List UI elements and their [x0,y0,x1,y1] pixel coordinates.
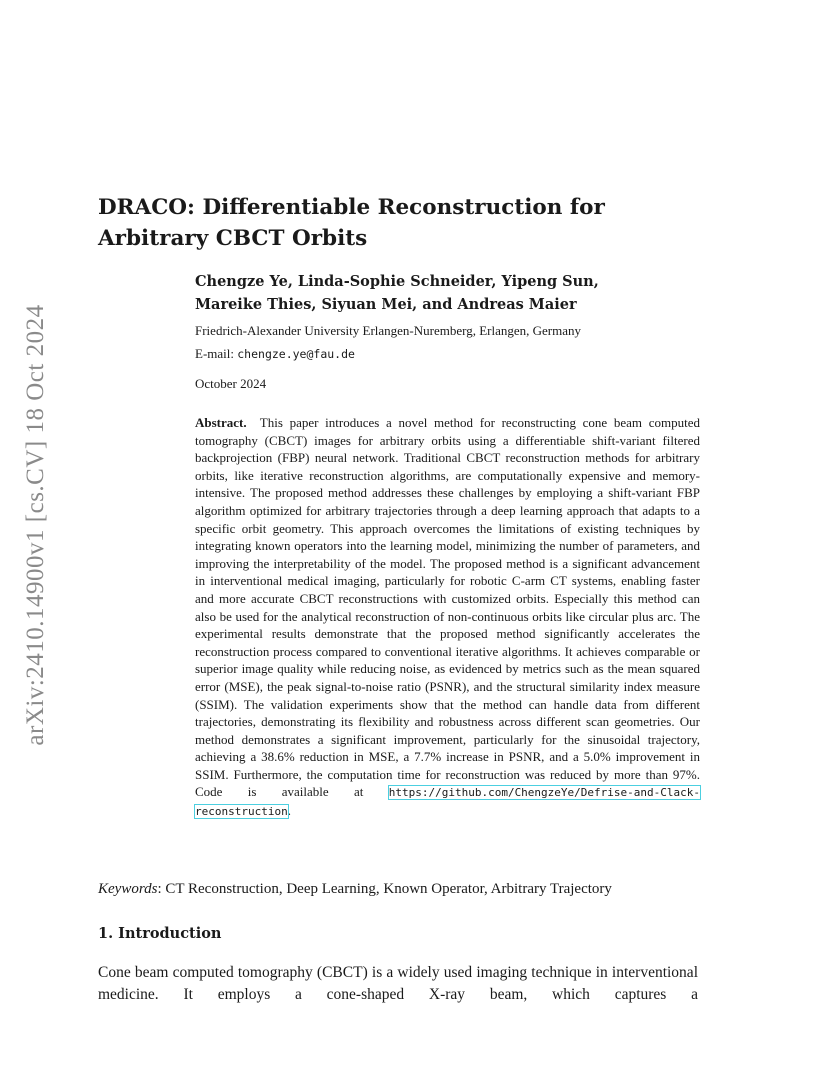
paper-title-line-2: Arbitrary CBCT Orbits [98,226,368,251]
arxiv-identifier-stamp: arXiv:2410.14900v1 [cs.CV] 18 Oct 2024 [22,304,49,746]
paper-title [98,192,738,254]
abstract [195,414,700,821]
paper-title-line-1: DRACO: Differentiable Reconstruction for [98,195,605,220]
affiliation: Friedrich-Alexander University Erlangen-Nuremberg, Erlangen, Germany [195,323,582,338]
abstract-text: This paper introduces a novel method for reconstructing cone beam computed tomography (CBCT) images for arbitrary orbits using a differentiable shift-variant filtered backprojection (FBP) neural network. Traditional CBCT reconstruction methods for arbitrary orbits, like iterative reconstruction algorithms, are computationally expensive and memory-intensive. The proposed method addresses these challenges by employing a shift-variant FBP algorithm optimized for arbitrary trajectories through a deep learning approach that adapts to a specific orbit geometry. This approach overcomes the limitations of existing techniques by integrating known operators into the learning model, minimizing the number of parameters, and improving the interpretability of the model. The proposed method is a significant advancement in interventional medical imaging, particularly for robotic C-arm CT systems, enabling faster and more accurate CBCT reconstructions with customized orbits. Especially this method can also be used for the analytical reconstruction of non-continuous orbits like circular plus arc. The experimental results demonstrate that the proposed method significantly accelerates the reconstruction process compared to conventional iterative algorithms. It achieves comparable or superior image quality while reducing noise, as evidenced by metrics such as the mean squared error (MSE), the peak signal-to-noise ratio (PSNR), and the structural similarity index measure (SSIM). The validation experiments show that the method can handle data from different trajectories, demonstrating its flexibility and robustness across different scan geometries. Our method demonstrates a significant improvement, particularly for the sinusoidal trajectory, achieving a 38.6% reduction in MSE, a 7.7% increase in PSNR, and a 5.0% improvement in SSIM. Furthermore, the computation time for reconstruction was reduced by more than 97%. Code is available at [195,415,700,800]
keywords-label: Keywords [98,881,158,897]
email-label: E-mail: [195,346,238,361]
section-heading-introduction: 1. Introduction [98,925,222,942]
author-list [195,270,700,316]
keywords [98,880,708,898]
keywords-text: : CT Reconstruction, Deep Learning, Known Operator, Arbitrary Trajectory [157,881,612,897]
author-line-1: Chengze Ye, Linda-Sophie Schneider, Yipeng Sun, [195,273,599,290]
publication-date: October 2024 [195,376,267,391]
abstract-label: Abstract. [195,415,247,430]
introduction-paragraph: Cone beam computed tomography (CBCT) is a widely used imaging technique in interventional medicine. It employs a cone-shaped X-ray beam, which captures a [98,964,698,1003]
abstract-end: . [287,803,291,819]
author-line-2: Mareike Thies, Siyuan Mei, and Andreas Maier [195,296,577,313]
email-line [195,346,700,362]
email-address[interactable]: chengze.ye@fau.de [237,347,355,361]
front-matter [195,270,700,821]
code-repository-link[interactable]: https://github.com/ChengzeYe/Defrise-and-Clack-reconstruction [195,786,700,819]
